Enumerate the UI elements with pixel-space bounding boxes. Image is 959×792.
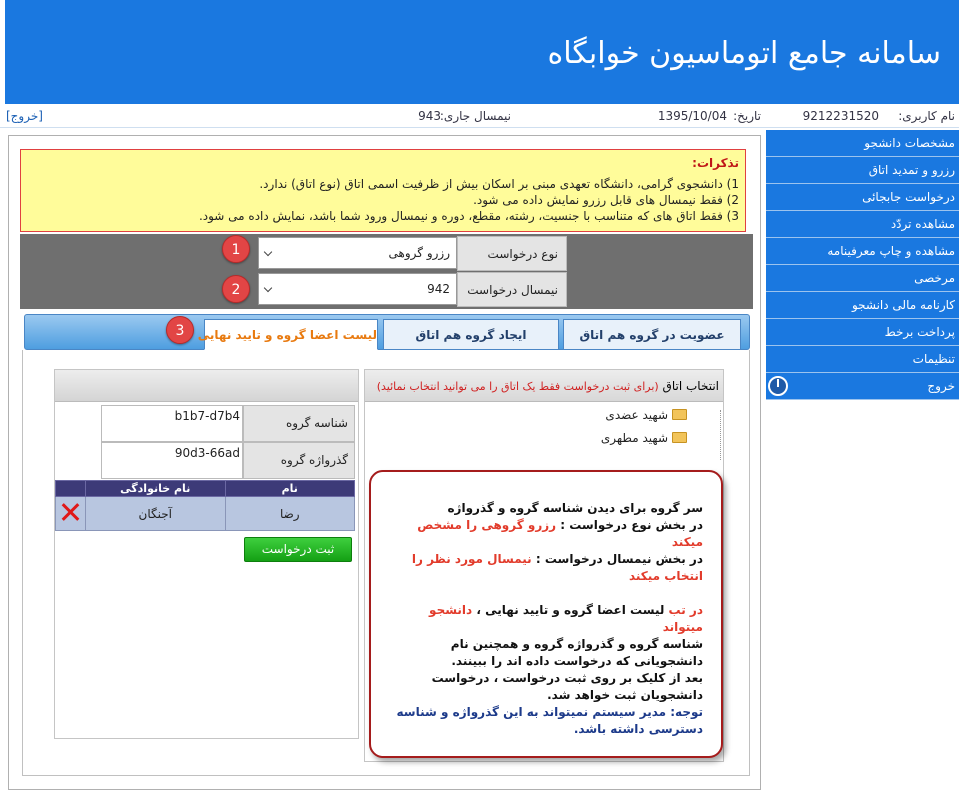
step-badge-1: 1: [222, 235, 250, 263]
room-select-header: [365, 370, 723, 402]
power-icon: [768, 376, 788, 396]
callout-line-2: [385, 517, 703, 551]
header-edge: [0, 0, 5, 104]
username-label: نام کاربری:: [898, 109, 955, 123]
sidebar-item-traffic[interactable]: مشاهده تردّد: [766, 211, 959, 238]
callout-highlight: نیمسال مورد نظر را انتخاب میکند: [411, 552, 703, 583]
sidebar-item-settings[interactable]: تنظیمات: [766, 346, 959, 373]
callout-highlight: رزرو گروهی را مشخص میکند: [417, 518, 703, 549]
sidebar-menu: [766, 130, 959, 400]
tab-membership[interactable]: عضویت در گروه هم اتاق: [563, 319, 741, 350]
date-label: تاریخ:: [733, 109, 761, 123]
delete-cell: [56, 497, 86, 531]
sidebar-item-introduction-letter[interactable]: مشاهده و چاپ معرفینامه: [766, 238, 959, 265]
callout-text: در بخش نوع درخواست :: [556, 518, 703, 532]
info-bar: [0, 104, 959, 128]
delete-icon[interactable]: [60, 502, 80, 522]
submit-request-button[interactable]: ثبت درخواست: [244, 537, 352, 562]
delete-column-header: [56, 481, 86, 497]
help-callout: [369, 470, 723, 758]
sidebar-item-room-reserve[interactable]: رزرو و تمدید اتاق: [766, 157, 959, 184]
group-password-label: گذرواژه گروه: [243, 442, 355, 479]
app-title: سامانه جامع اتوماسیون خوابگاه: [547, 36, 941, 71]
sidebar-item-online-payment[interactable]: پرداخت برخط: [766, 319, 959, 346]
notice-box: [20, 149, 746, 232]
callout-line-7: توجه: مدیر سیستم نمیتواند به این گذرواژه و شناسه دسترسی داشته باشد.: [396, 705, 703, 736]
chevron-down-icon: [264, 284, 272, 292]
term-value: 943: [418, 109, 441, 123]
group-password-value: 90d3-66ad: [101, 442, 243, 479]
sidebar-item-logout[interactable]: [766, 373, 959, 400]
first-name-cell: رضا: [225, 497, 354, 531]
room-select-hint: (برای ثبت درخواست فقط یک اتاق را می توانید انتخاب نمائید): [376, 380, 659, 393]
notice-title: تذکرات:: [692, 156, 739, 170]
last-name-cell: آجنگان: [85, 497, 225, 531]
callout-line-6: بعد از کلیک بر روی ثبت درخواست ، درخواست دانشجویان ثبت خواهد شد.: [431, 671, 703, 702]
sidebar-item-financial-record[interactable]: کارنامه مالی دانشجو: [766, 292, 959, 319]
callout-line-4: [385, 602, 703, 636]
members-header-row: [56, 481, 355, 497]
group-password-row: [101, 442, 355, 479]
callout-text: در بخش نیمسال درخواست :: [531, 552, 703, 566]
term-request-select[interactable]: [258, 273, 457, 305]
callout-text: لیست اعضا گروه و تایید نهایی ،: [472, 603, 665, 617]
step-badge-2: 2: [222, 275, 250, 303]
app-header: [0, 0, 959, 104]
notice-line-1: 1) دانشجوی گرامی، دانشگاه تعهدی مبنی بر اسکان بیش از ظرفیت اسمی اتاق (نوع اتاق) ندارد.: [259, 177, 739, 191]
tab-members-list[interactable]: لیست اعضا گروه و تایید نهایی: [204, 319, 378, 350]
notice-line-2: 2) فقط نیمسال های قابل رزرو نمایش داده می شود.: [473, 193, 739, 207]
folder-icon: [672, 409, 687, 420]
sidebar-item-student-info[interactable]: مشخصات دانشجو: [766, 130, 959, 157]
term-label: نیمسال جاری:: [439, 109, 511, 123]
request-type-select[interactable]: [258, 237, 457, 269]
callout-highlight: دانشجو میتواند: [429, 603, 703, 634]
username-value: 9212231520: [802, 109, 879, 123]
chevron-down-icon: [264, 248, 272, 256]
callout-line-5: شناسه گروه و گذرواژه گروه و همچنین نام دانشجویانی که درخواست داده اند را ببینند.: [450, 637, 703, 668]
tab-create-group[interactable]: ایجاد گروه هم اتاق: [383, 319, 559, 350]
callout-spacer: [385, 585, 703, 602]
request-type-label: نوع درخواست: [457, 236, 567, 271]
term-request-value: 942: [427, 282, 450, 296]
notice-line-3: 3) فقط اتاق های که متناسب با جنسیت، رشته، مقطع، دوره و نیمسال ورود شما باشد، نمایش داده می شود.: [198, 209, 739, 223]
room-select-title: انتخاب اتاق: [662, 379, 719, 393]
folder-icon: [672, 432, 687, 443]
term-request-label: نیمسال درخواست: [457, 272, 567, 307]
request-type-value: رزرو گروهی: [388, 246, 450, 260]
date-value: 1395/10/04: [657, 109, 727, 123]
members-table: [55, 480, 355, 531]
room-item-1[interactable]: [605, 408, 687, 422]
room-item-label: شهید مطهری: [600, 431, 668, 445]
sidebar-item-transfer-request[interactable]: درخواست جابجائی: [766, 184, 959, 211]
callout-line-1: سر گروه برای دیدن شناسه گروه و گذرواژه: [447, 501, 703, 515]
last-name-column-header: نام خانوادگی: [85, 481, 225, 497]
tree-lines: [713, 410, 721, 460]
first-name-column-header: نام: [225, 481, 354, 497]
group-id-value: b1b7-d7b4: [101, 405, 243, 442]
group-panel-header: [55, 370, 358, 402]
logout-link[interactable]: [خروج]: [6, 109, 43, 123]
room-item-label: شهید عضدی: [605, 408, 668, 422]
group-id-label: شناسه گروه: [243, 405, 355, 442]
sidebar-logout-label: خروج: [927, 379, 955, 393]
callout-highlight: در تب: [664, 603, 703, 617]
table-row: [56, 497, 355, 531]
room-item-2[interactable]: [601, 431, 687, 445]
sidebar-item-leave[interactable]: مرخصی: [766, 265, 959, 292]
callout-line-3: [385, 551, 703, 585]
step-badge-3: 3: [166, 316, 194, 344]
group-id-row: [101, 405, 355, 442]
